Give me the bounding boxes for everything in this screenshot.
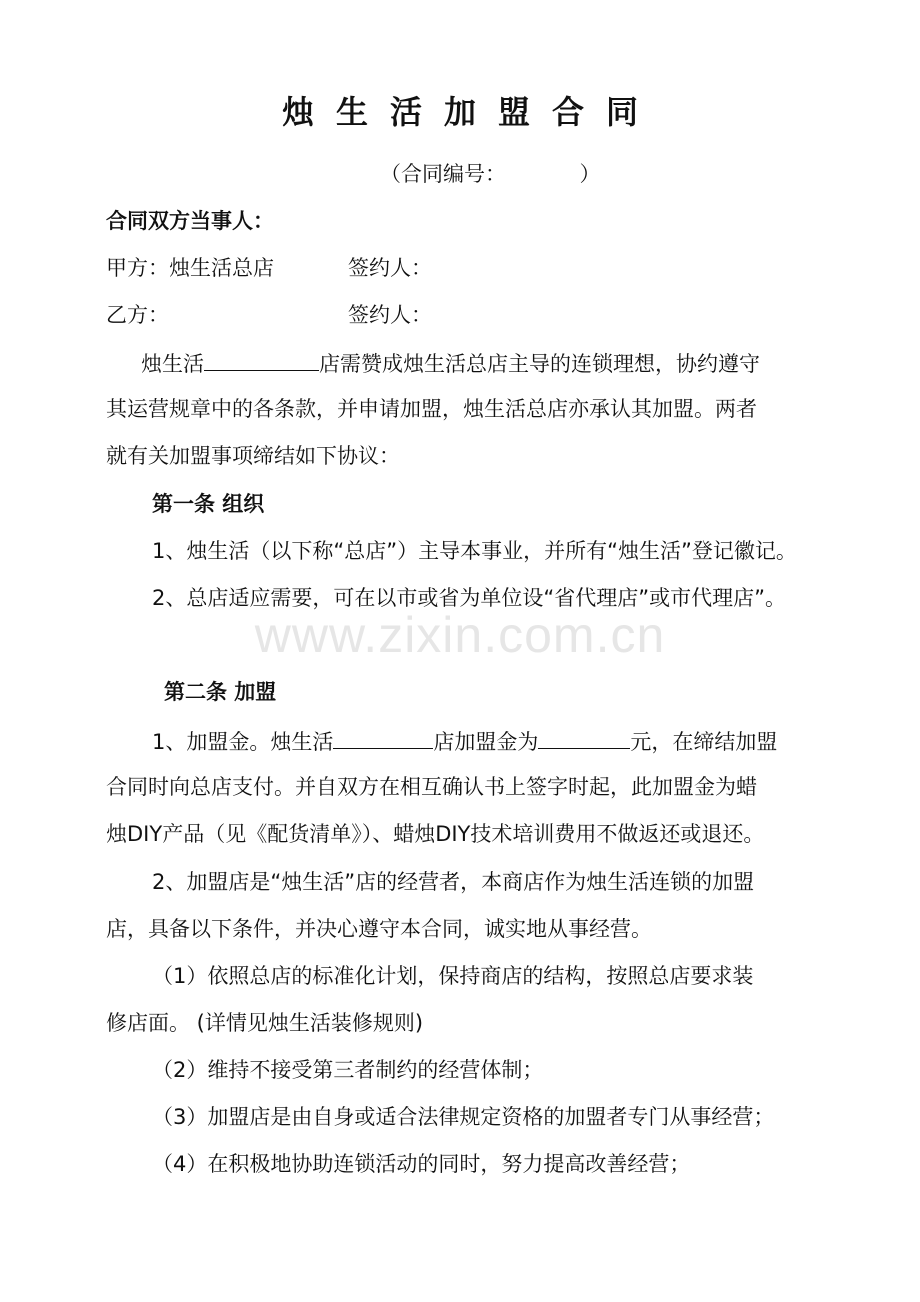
fee-line-2: 合同时向总店支付。并自双方在相互确认书上签字时起，此加盟金为蜡 <box>106 775 757 799</box>
article-1-item-2: 2、总店适应需要，可在以市或省为单位设“省代理店”或市代理店”。 <box>152 586 786 610</box>
condition-4: （4）在积极地协助连锁活动的同时，努力提高改善经营； <box>152 1152 691 1176</box>
party-a-signer-label: 签约人： <box>348 256 432 280</box>
party-a: 甲方：烛生活总店 <box>106 256 274 280</box>
store-line-1: 2、加盟店是“烛生活”店的经营者，本商店作为烛生活连锁的加盟 <box>152 870 755 894</box>
fee-text-c: 元，在缔结加盟 <box>630 730 778 754</box>
condition-1-line-2: 修店面。 (详情见烛生活装修规则) <box>106 1011 424 1035</box>
article-1-item-1: 1、烛生活（以下称“总店”）主导本事业，并所有“烛生活”登记徽记。 <box>152 539 797 563</box>
fee-text-b: 店加盟金为 <box>433 730 539 754</box>
condition-3: （3）加盟店是由自身或适合法律规定资格的加盟者专门从事经营； <box>152 1105 775 1129</box>
intro-line-1 <box>141 348 760 378</box>
fee-line-3: 烛DIY产品（见《配货清单》）、蜡烛DIY技术培训费用不做返还或退还。 <box>106 822 765 846</box>
parties-heading: 合同双方当事人： <box>106 209 274 233</box>
party-b: 乙方： <box>106 303 169 327</box>
article-2-heading: 第二条 加盟 <box>164 680 277 704</box>
condition-2: （2）维持不接受第三者制约的经营体制； <box>152 1058 544 1082</box>
watermark: www.zixin.com.cn <box>254 607 666 663</box>
document-title: 烛生活加盟合同 <box>281 93 660 131</box>
condition-1-line-1: （1）依照总店的标准化计划，保持商店的结构，按照总店要求装 <box>152 964 754 988</box>
intro-text-b: 店需赞成烛生活总店主导的连锁理想，协约遵守 <box>319 352 760 376</box>
fee-line-1 <box>152 726 777 756</box>
fee-store-blank <box>333 726 433 749</box>
intro-line-3: 就有关加盟事项缔结如下协议： <box>106 444 400 468</box>
store-line-2: 店，具备以下条件，并决心遵守本合同，诚实地从事经营。 <box>106 917 652 941</box>
fee-amount-blank <box>538 726 630 749</box>
store-name-blank <box>204 348 319 371</box>
contract-number: （合同编号： ） <box>380 162 601 186</box>
intro-line-2: 其运营规章中的各条款，并申请加盟，烛生活总店亦承认其加盟。两者 <box>106 397 757 421</box>
intro-text-a: 烛生活 <box>141 352 204 376</box>
fee-text-a: 1、加盟金。烛生活 <box>152 730 334 754</box>
party-b-signer-label: 签约人： <box>348 303 432 327</box>
article-1-heading: 第一条 组织 <box>152 492 265 516</box>
